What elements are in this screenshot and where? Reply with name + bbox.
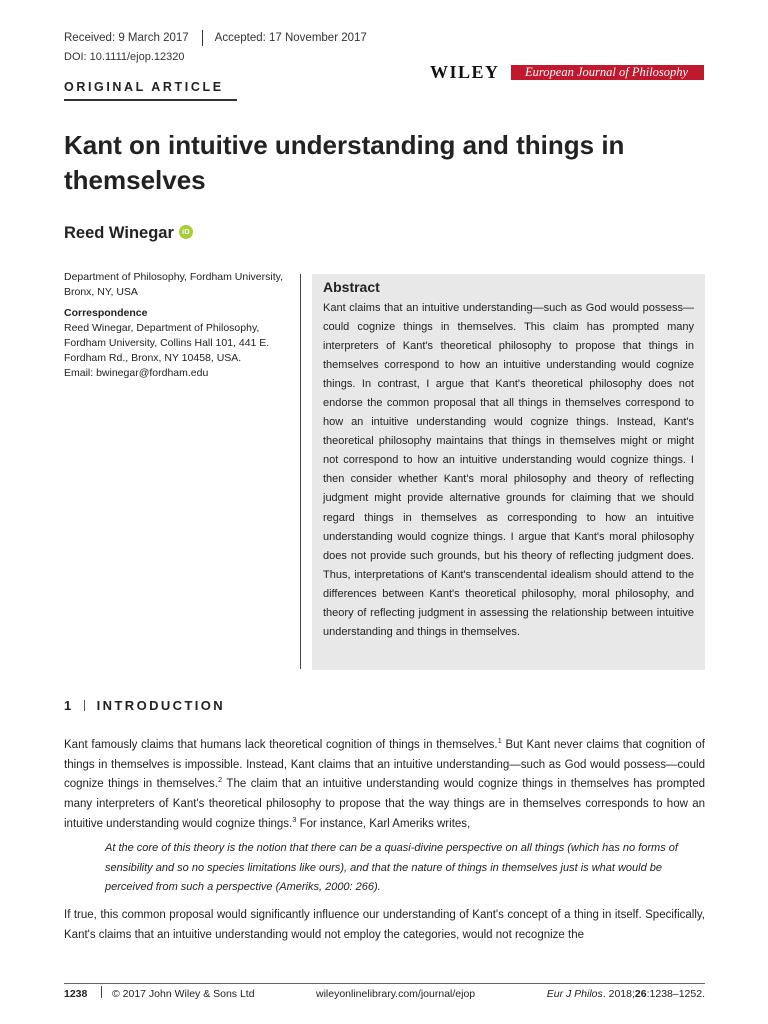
abstract-text: Kant claims that an intuitive understanding—such as God would possess—could cognize things in themselves. This claim has prompted many interpreters of Kant's theoretical philosophy to propose that things in themselves correspond to how an intuitive understanding would cognize things. In contrast, I argue that Kant's theoretical philosophy does not endorse the common proposal that all things in themselves correspond to how an intuitive understanding would cognize things. Instead, Kant's theoretical philosophy maintains that things in themselves might or might not correspond to how an intuitive understanding would cognize things. I then consider whether Kant's moral philosophy and theory of reflecting judgment might provide alternative grounds for claiming that we should regard things in themselves as corresponding to how an intuitive understanding would cognize things. I argue that Kant's moral philosophy does not provide such grounds, but his theory of reflecting judgment does. Thus, interpretations of Kant's transcendental idealism should attend to the differences between Kant's theoretical philosophy, moral philosophy, and theory of reflecting judgment in assessing the relationship between intuitive understanding and things in themselves.: [323, 302, 694, 638]
correspondence-address: Reed Winegar, Department of Philosophy, Fordham University, Collins Hall 101, 441 E. Fordham Rd., Bronx, NY 10458, USA.: [64, 322, 270, 364]
citation-journal: Eur J Philos: [546, 988, 603, 1000]
publisher-logo: WILEY: [430, 62, 500, 82]
correspondence-email[interactable]: Email: bwinegar@fordham.edu: [64, 367, 209, 379]
p1-text-d: For instance, Karl Ameriks writes,: [296, 817, 471, 830]
abstract-divider: [300, 274, 301, 669]
received-date: Received: 9 March 2017: [64, 32, 189, 44]
footer-rule: [64, 983, 705, 984]
footnote-ref-2[interactable]: 2: [218, 775, 223, 785]
orcid-icon[interactable]: iD: [179, 225, 193, 239]
article-type: ORIGINAL ARTICLE: [64, 80, 224, 94]
copyright: © 2017 John Wiley & Sons Ltd: [112, 988, 255, 1000]
author-line: [64, 224, 193, 243]
block-quote: At the core of this theory is the notion that there can be a quasi-divine perspective on all things (which has no forms of sensibility and so no species limitations like ours), and that the nature of things in themselves just is what would be perceived from such a perspective (Ameriks, 2000: 266).: [105, 842, 678, 894]
citation-year: . 2018;: [602, 988, 635, 1000]
accepted-date: Accepted: 17 November 2017: [214, 32, 367, 44]
abstract-heading: Abstract: [323, 279, 380, 295]
publication-dates: [64, 30, 367, 46]
journal-url[interactable]: wileyonlinelibrary.com/journal/ejop: [316, 988, 476, 1000]
journal-badge: [511, 65, 704, 80]
p1-text-a: Kant famously claims that humans lack theoretical cognition of things in themselves.: [64, 739, 498, 751]
body-paragraph-2: If true, this common proposal would significantly influence our understanding of Kant's concept of a thing in itself. Specifically, Kant's claims that an intuitive understanding would not employ the categories, would not recognize the: [64, 909, 705, 941]
section-number: 1: [64, 698, 74, 713]
page-number: 1238: [64, 988, 88, 1000]
citation: [547, 988, 705, 1000]
affiliation-department: Department of Philosophy, Fordham University, Bronx, NY, USA: [64, 271, 284, 298]
citation-volume: 26: [634, 988, 647, 1000]
citation-pages: :1238–1252.: [646, 988, 705, 1000]
author-name[interactable]: Reed Winegar: [64, 224, 174, 242]
p1-text-c: The claim that an intuitive understanding would cognize things in themselves has prompted many interpreters of Kant's theoretical philosophy to propose that the way things are in themselves corresponds to how an intuitive understanding would cognize things.: [64, 778, 705, 830]
journal-name-of: of: [618, 65, 629, 79]
section-heading: [64, 698, 225, 713]
footer-separator: [101, 986, 102, 998]
article-title: Kant on intuitive understanding and things in themselves: [64, 130, 625, 195]
footnote-ref-1[interactable]: 1: [497, 736, 502, 746]
journal-name-part2: Philosophy: [628, 65, 689, 79]
abstract-box: [312, 274, 705, 670]
section-title: INTRODUCTION: [96, 698, 226, 713]
journal-name-part1: European Journal: [525, 65, 619, 79]
date-separator: [202, 30, 203, 46]
article-type-underline: [64, 99, 237, 101]
doi[interactable]: DOI: 10.1111/ejop.12320: [64, 51, 185, 63]
affiliation-block: [64, 270, 289, 381]
p1-text-b: But Kant never claims that cognition of things in themselves is impossible. Instead, Kant claims that an intuitive understanding—such as God would possess—could cognize things in themselves.: [64, 739, 705, 791]
correspondence-heading: Correspondence: [64, 307, 148, 319]
body-paragraph-1: [64, 736, 705, 835]
footnote-ref-3[interactable]: 3: [292, 814, 297, 824]
section-separator: [84, 700, 85, 711]
